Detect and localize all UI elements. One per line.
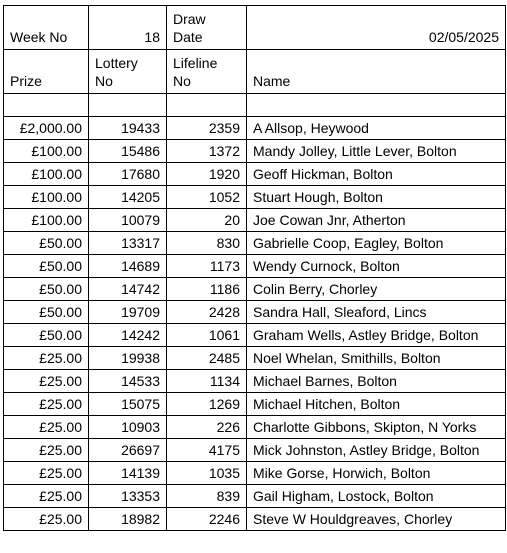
lifeline-no-cell: 20 bbox=[167, 209, 247, 232]
name-cell: Charlotte Gibbons, Skipton, N Yorks bbox=[247, 416, 506, 439]
lottery-no-cell: 14689 bbox=[89, 255, 167, 278]
name-cell: Wendy Curnock, Bolton bbox=[247, 255, 506, 278]
lottery-no-cell: 14533 bbox=[89, 370, 167, 393]
table-row bbox=[4, 163, 506, 186]
lottery-no-cell: 19938 bbox=[89, 347, 167, 370]
name-cell: Joe Cowan Jnr, Atherton bbox=[247, 209, 506, 232]
lifeline-no-cell: 2246 bbox=[167, 508, 247, 531]
draw-label-line-2: Date bbox=[173, 29, 203, 45]
lottery-no-cell: 14205 bbox=[89, 186, 167, 209]
lottery-no-cell: 26697 bbox=[89, 439, 167, 462]
name-cell: Noel Whelan, Smithills, Bolton bbox=[247, 347, 506, 370]
lottery-header-line-2: No bbox=[95, 73, 113, 89]
prize-cell: £2,000.00 bbox=[4, 117, 89, 140]
prize-cell: £100.00 bbox=[4, 140, 89, 163]
column-header-row bbox=[4, 50, 506, 94]
name-cell: Gabrielle Coop, Eagley, Bolton bbox=[247, 232, 506, 255]
lifeline-no-cell: 1372 bbox=[167, 140, 247, 163]
draw-date-label bbox=[167, 6, 247, 50]
name-cell: Steve W Houldgreaves, Chorley bbox=[247, 508, 506, 531]
lifeline-no-cell: 839 bbox=[167, 485, 247, 508]
empty-cell bbox=[4, 94, 89, 117]
lifeline-no-cell: 2485 bbox=[167, 347, 247, 370]
name-cell: Michael Barnes, Bolton bbox=[247, 370, 506, 393]
lottery-no-cell: 13317 bbox=[89, 232, 167, 255]
draw-date-value: 02/05/2025 bbox=[247, 6, 506, 50]
prize-cell: £25.00 bbox=[4, 393, 89, 416]
lifeline-no-header bbox=[167, 50, 247, 94]
prize-cell: £25.00 bbox=[4, 416, 89, 439]
prize-cell: £50.00 bbox=[4, 255, 89, 278]
table-row bbox=[4, 439, 506, 462]
prize-cell: £25.00 bbox=[4, 347, 89, 370]
name-cell: Michael Hitchen, Bolton bbox=[247, 393, 506, 416]
lifeline-no-cell: 4175 bbox=[167, 439, 247, 462]
prize-header: Prize bbox=[4, 50, 89, 94]
prize-cell: £25.00 bbox=[4, 462, 89, 485]
prize-cell: £25.00 bbox=[4, 370, 89, 393]
lottery-no-cell: 15486 bbox=[89, 140, 167, 163]
table-row bbox=[4, 117, 506, 140]
lottery-header-line-1: Lottery bbox=[95, 55, 138, 71]
table-row bbox=[4, 393, 506, 416]
table-row bbox=[4, 278, 506, 301]
week-label: Week No bbox=[4, 6, 89, 50]
lifeline-no-cell: 2428 bbox=[167, 301, 247, 324]
lottery-no-cell: 14742 bbox=[89, 278, 167, 301]
name-cell: Sandra Hall, Sleaford, Lincs bbox=[247, 301, 506, 324]
name-cell: Graham Wells, Astley Bridge, Bolton bbox=[247, 324, 506, 347]
lottery-no-cell: 10903 bbox=[89, 416, 167, 439]
table-row bbox=[4, 301, 506, 324]
lottery-no-cell: 17680 bbox=[89, 163, 167, 186]
lottery-no-cell: 14139 bbox=[89, 462, 167, 485]
lifeline-no-cell: 1035 bbox=[167, 462, 247, 485]
name-cell: Gail Higham, Lostock, Bolton bbox=[247, 485, 506, 508]
prize-cell: £50.00 bbox=[4, 232, 89, 255]
lottery-no-header bbox=[89, 50, 167, 94]
week-value: 18 bbox=[89, 6, 167, 50]
lifeline-no-cell: 1186 bbox=[167, 278, 247, 301]
table-row bbox=[4, 186, 506, 209]
lottery-no-cell: 14242 bbox=[89, 324, 167, 347]
table-row bbox=[4, 462, 506, 485]
name-header: Name bbox=[247, 50, 506, 94]
empty-row bbox=[4, 94, 506, 117]
lifeline-no-cell: 1269 bbox=[167, 393, 247, 416]
name-cell: Mike Gorse, Horwich, Bolton bbox=[247, 462, 506, 485]
table-row bbox=[4, 347, 506, 370]
lifeline-no-cell: 1920 bbox=[167, 163, 247, 186]
name-cell: Stuart Hough, Bolton bbox=[247, 186, 506, 209]
lottery-no-cell: 19709 bbox=[89, 301, 167, 324]
empty-cell bbox=[89, 94, 167, 117]
lottery-no-cell: 15075 bbox=[89, 393, 167, 416]
lottery-no-cell: 18982 bbox=[89, 508, 167, 531]
table-row bbox=[4, 232, 506, 255]
prize-cell: £50.00 bbox=[4, 301, 89, 324]
name-cell: Mandy Jolley, Little Lever, Bolton bbox=[247, 140, 506, 163]
lifeline-no-cell: 226 bbox=[167, 416, 247, 439]
table-row bbox=[4, 324, 506, 347]
lottery-no-cell: 10079 bbox=[89, 209, 167, 232]
table-row bbox=[4, 485, 506, 508]
lifeline-no-cell: 1173 bbox=[167, 255, 247, 278]
lifeline-header-line-2: No bbox=[173, 73, 191, 89]
name-cell: Geoff Hickman, Bolton bbox=[247, 163, 506, 186]
results-table bbox=[3, 5, 506, 531]
table-row bbox=[4, 416, 506, 439]
prize-cell: £25.00 bbox=[4, 439, 89, 462]
lottery-no-cell: 19433 bbox=[89, 117, 167, 140]
lifeline-header-line-1: Lifeline bbox=[173, 55, 218, 71]
table-row bbox=[4, 255, 506, 278]
lifeline-no-cell: 1061 bbox=[167, 324, 247, 347]
prize-cell: £25.00 bbox=[4, 485, 89, 508]
prize-cell: £100.00 bbox=[4, 209, 89, 232]
name-cell: Mick Johnston, Astley Bridge, Bolton bbox=[247, 439, 506, 462]
lottery-no-cell: 13353 bbox=[89, 485, 167, 508]
table-row bbox=[4, 209, 506, 232]
prize-cell: £100.00 bbox=[4, 163, 89, 186]
table-row bbox=[4, 370, 506, 393]
lifeline-no-cell: 2359 bbox=[167, 117, 247, 140]
week-row bbox=[4, 6, 506, 50]
name-cell: A Allsop, Heywood bbox=[247, 117, 506, 140]
draw-label-line-1: Draw bbox=[173, 11, 206, 27]
lifeline-no-cell: 830 bbox=[167, 232, 247, 255]
prize-cell: £100.00 bbox=[4, 186, 89, 209]
prize-cell: £50.00 bbox=[4, 324, 89, 347]
table-row bbox=[4, 508, 506, 531]
empty-cell bbox=[247, 94, 506, 117]
lifeline-no-cell: 1134 bbox=[167, 370, 247, 393]
empty-cell bbox=[167, 94, 247, 117]
prize-cell: £50.00 bbox=[4, 278, 89, 301]
name-cell: Colin Berry, Chorley bbox=[247, 278, 506, 301]
table-row bbox=[4, 140, 506, 163]
lifeline-no-cell: 1052 bbox=[167, 186, 247, 209]
prize-cell: £25.00 bbox=[4, 508, 89, 531]
